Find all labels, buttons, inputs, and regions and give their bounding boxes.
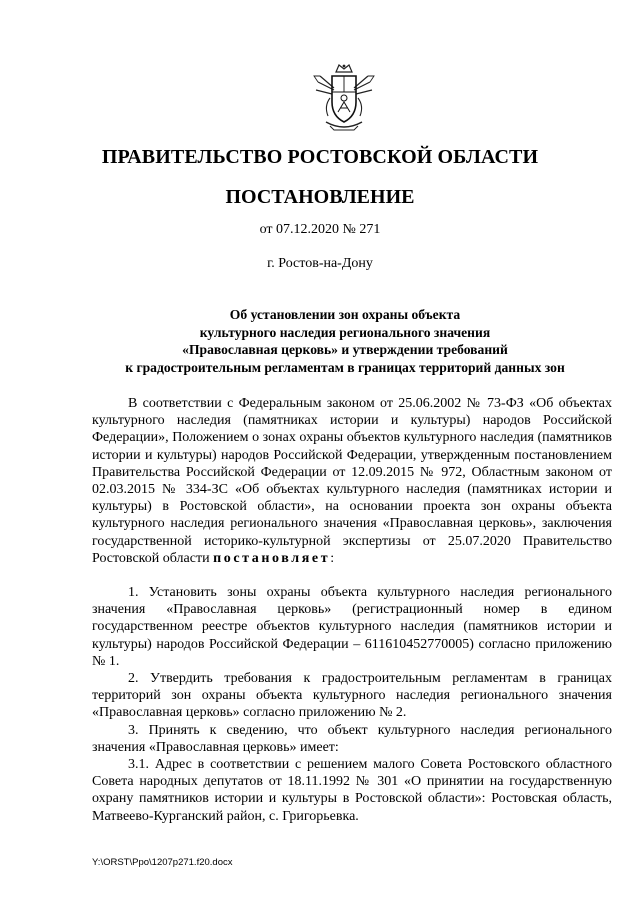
preamble-text: В соответствии с Федеральным законом от 25.06.2002 № 73-ФЗ «Об объектах культурного наследия (памятниках истории и культуры) народов Российской Федерации», Положением о зонах охраны объектов культурного наследия (памятников истории и культуры) народов Российской Федерации, утвержденным постановлением Правительства Российской Федерации от 12.09.2015 № 972, Областным законом от 02.03.2015 № 334-ЗС «Об объектах культурного наследия (памятниках истории и культуры) в Ростовской области», на основании проекта зон охраны объекта культурного наследия регионального значения «Православная церковь», заключения государственной историко-культурной экспертизы от 25.07.2020 Правительство Ростовской области bbox=[92, 396, 612, 566]
item-paragraph: 3. Принять к сведению, что объект культурного наследия регионального значения «Православная церковь» имеет: bbox=[92, 722, 612, 755]
item-paragraph: 2. Утвердить требования к градостроительным регламентам в границах территорий зон охраны объекта культурного наследия регионального значения «Православная церковь» согласно приложению № 2. bbox=[92, 671, 612, 721]
heading-line: культурного наследия регионального значения bbox=[199, 324, 491, 340]
item-paragraph: 3.1. Адрес в соответствии с решением малого Совета Ростовского областного Совета народных депутатов от 18.11.1992 № 301 «О принятии на государственную охрану памятников истории и культуры в Ростовской области»: Ростовская область, Матвеево-Курганский район, с. Григорьевка. bbox=[92, 757, 612, 824]
document-date-number: от 07.12.2020 № 271 bbox=[259, 222, 381, 237]
coat-of-arms-icon bbox=[312, 62, 376, 132]
document-city: г. Ростов-на-Дону bbox=[267, 256, 373, 271]
file-path-footer: Y:\ORST\Ppo\1207p271.f20.docx bbox=[92, 857, 233, 868]
heading-line: Об установлении зон охраны объекта bbox=[229, 307, 461, 322]
resolve-word: постановляет bbox=[213, 550, 331, 566]
preamble-paragraph bbox=[92, 395, 612, 567]
item-paragraph: 1. Установить зоны охраны объекта культурного наследия регионального значения «Православная церковь» (регистрационный номер в едином государственном реестре объектов культурного наследия (памятников истории и культуры) народов Российской Федерации – 611610452770005) согласно приложению № 1. bbox=[92, 585, 612, 669]
government-title: ПРАВИТЕЛЬСТВО РОСТОВСКОЙ ОБЛАСТИ bbox=[101, 146, 539, 168]
document-type: ПОСТАНОВЛЕНИЕ bbox=[225, 186, 415, 208]
heading-line: «Православная церковь» и утверждении требований bbox=[182, 342, 508, 357]
document-body bbox=[92, 395, 612, 825]
resolve-colon: : bbox=[330, 550, 335, 566]
document-heading bbox=[80, 306, 610, 376]
heading-line: к градостроительным регламентам в границах территорий данных зон bbox=[125, 359, 565, 375]
